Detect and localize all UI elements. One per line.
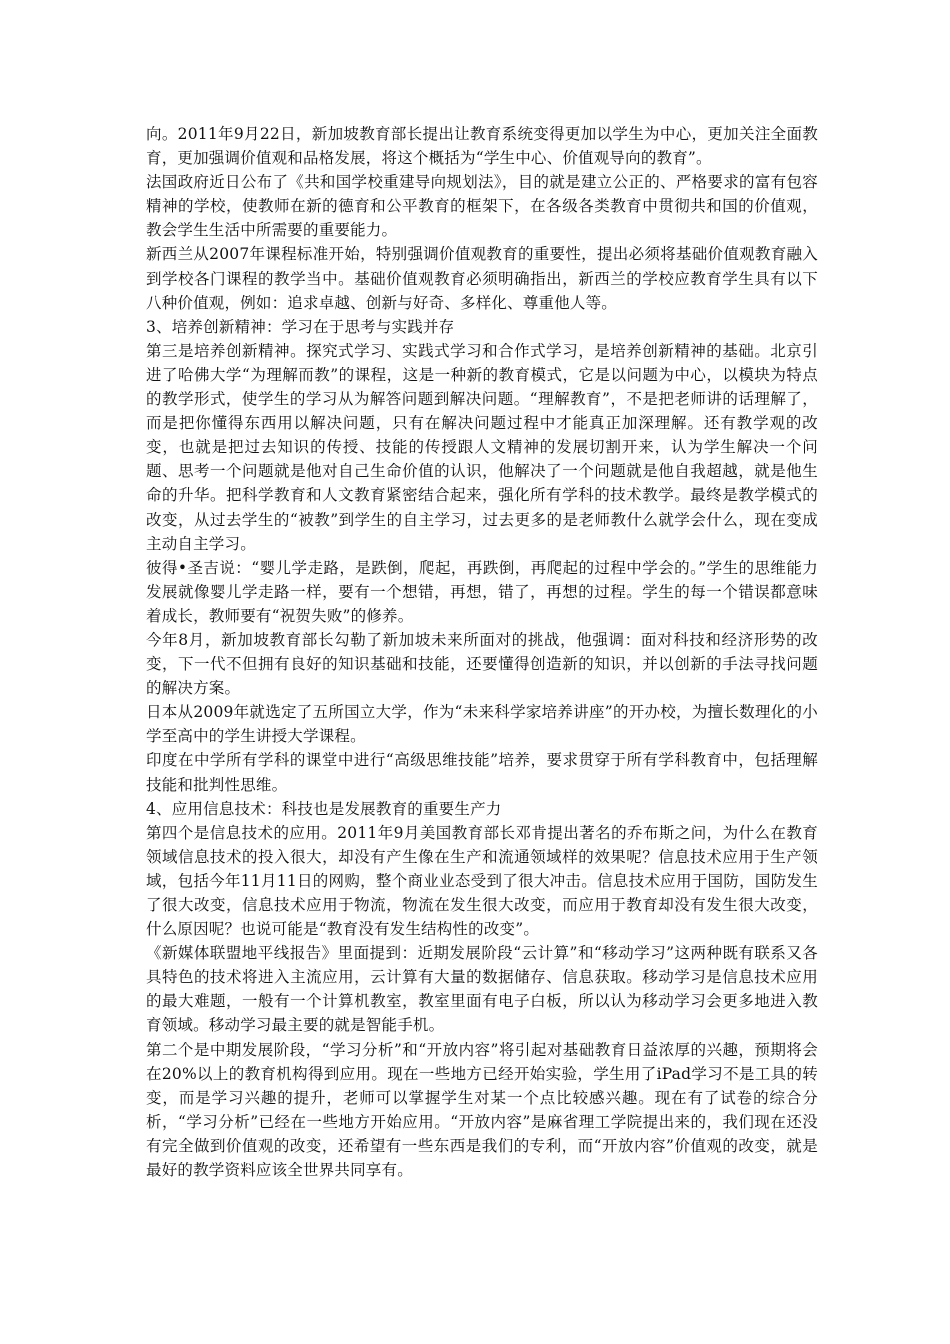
paragraph-new-zealand: 新西兰从2007年课程标准开始，特别强调价值观教育的重要性，提出必须将基础价值观教育融入到学校各门课程的教学当中。基础价值观教育必须明确指出，新西兰的学校应教育学生具有以下八种价值观，例如：追求卓越、创新与好奇、多样化、尊重他人等。: [146, 245, 818, 312]
paragraph-japan: 日本从2009年就选定了五所国立大学，作为“未来科学家培养讲座”的开办校，为擅长数理化的小学至高中的学生讲授大学课程。: [146, 703, 818, 746]
paragraph-france-law: 法国政府近日公布了《共和国学校重建导向规划法》，目的就是建立公正的、严格要求的富有包容精神的学校，使教师在新的德育和公平教育的框架下，在各级各类教育中贯彻共和国的价值观，教会学生生活中所需要的重要能力。: [146, 173, 818, 240]
section-heading-3: 3、培养创新精神：学习在于思考与实践并存: [146, 317, 455, 336]
paragraph-mid-term: 第二个是中期发展阶段，“学习分析”和“开放内容”将引起对基础教育日益浓厚的兴趣，预期将会在20%以上的教育机构得到应用。现在一些地方已经开始实验，学生用了iPad学习不是工具的转变，而是学习兴趣的提升，老师可以掌握学生对某一个点比较感兴趣。现在有了试卷的综合分析，“学习分析”已经在一些地方开始应用。“开放内容”是麻省理工学院提出来的，我们现在还没有完全做到价值观的改变，还希望有一些东西是我们的专利，而“开放内容”价值观的改变，就是最好的教学资料应该全世界共同享有。: [146, 1040, 818, 1180]
paragraph-peter-senge: 彼得•圣吉说：“婴儿学走路，是跌倒，爬起，再跌倒，再爬起的过程中学会的。”学生的思维能力发展就像婴儿学走路一样，要有一个想错，再想，错了，再想的过程。学生的每一个错误都意味着成长，教师要有“祝贺失败”的修养。: [146, 558, 818, 625]
paragraph-innovation: 第三是培养创新精神。探究式学习、实践式学习和合作式学习，是培养创新精神的基础。北京引进了哈佛大学“为理解而教”的课程，这是一种新的教育模式，它是以问题为中心，以模块为特点的教学形式，使学生的学习从为解答问题到解决问题。“理解教育”，不是把老师讲的话理解了，而是把你懂得东西用以解决问题，只有在解决问题过程中才能真正加深理解。还有教学观的改变，也就是把过去知识的传授、技能的传授跟人文精神的发展切割开来，认为学生解决一个问题、思考一个问题就是他对自己生命价值的认识，他解决了一个问题就是他自我超越，就是他生命的升华。把科学教育和人文教育紧密结合起来，强化所有学科的技术教学。最终是教学模式的改变，从过去学生的“被教”到学生的自主学习，过去更多的是老师教什么就学会什么，现在变成主动自主学习。: [146, 341, 818, 553]
paragraph-it-application: 第四个是信息技术的应用。2011年9月美国教育部长邓肯提出著名的乔布斯之问，为什么在教育领域信息技术的投入很大，却没有产生像在生产和流通领域样的效果呢？信息技术应用于生产领域，包括今年11月11日的网购，整个商业业态受到了很大冲击。信息技术应用于国防，国防发生了很大改变，信息技术应用于物流，物流在发生很大改变，而应用于教育却没有发生很大改变，什么原因呢？也说可能是“教育没有发生结构性的改变”。: [146, 823, 818, 939]
document-page: [146, 122, 818, 1182]
paragraph-india: 印度在中学所有学科的课堂中进行“高级思维技能”培养，要求贯穿于所有学科教育中，包括理解技能和批判性思维。: [146, 751, 818, 794]
paragraph-horizon-report: 《新媒体联盟地平线报告》里面提到：近期发展阶段“云计算”和“移动学习”这两种既有联系又各具特色的技术将进入主流应用，云计算有大量的数据储存、信息获取。移动学习是信息技术应用的最大难题，一般有一个计算机教室，教室里面有电子白板，所以认为移动学习会更多地进入教育领域。移动学习最主要的就是智能手机。: [146, 944, 818, 1035]
paragraph-singapore-august: 今年8月，新加坡教育部长勾勒了新加坡未来所面对的挑战，他强调：面对科技和经济形势的改变，下一代不但拥有良好的知识基础和技能，还要懂得创造新的知识，并以创新的手法寻找问题的解决方案。: [146, 630, 818, 698]
paragraph-singapore-2011: 向。2011年9月22日，新加坡教育部长提出让教育系统变得更加以学生为中心，更加关注全面教育，更加强调价值观和品格发展，将这个概括为“学生中心、价值观导向的教育”。: [146, 125, 818, 168]
section-heading-4: 4、应用信息技术：科技也是发展教育的重要生产力: [146, 799, 502, 818]
